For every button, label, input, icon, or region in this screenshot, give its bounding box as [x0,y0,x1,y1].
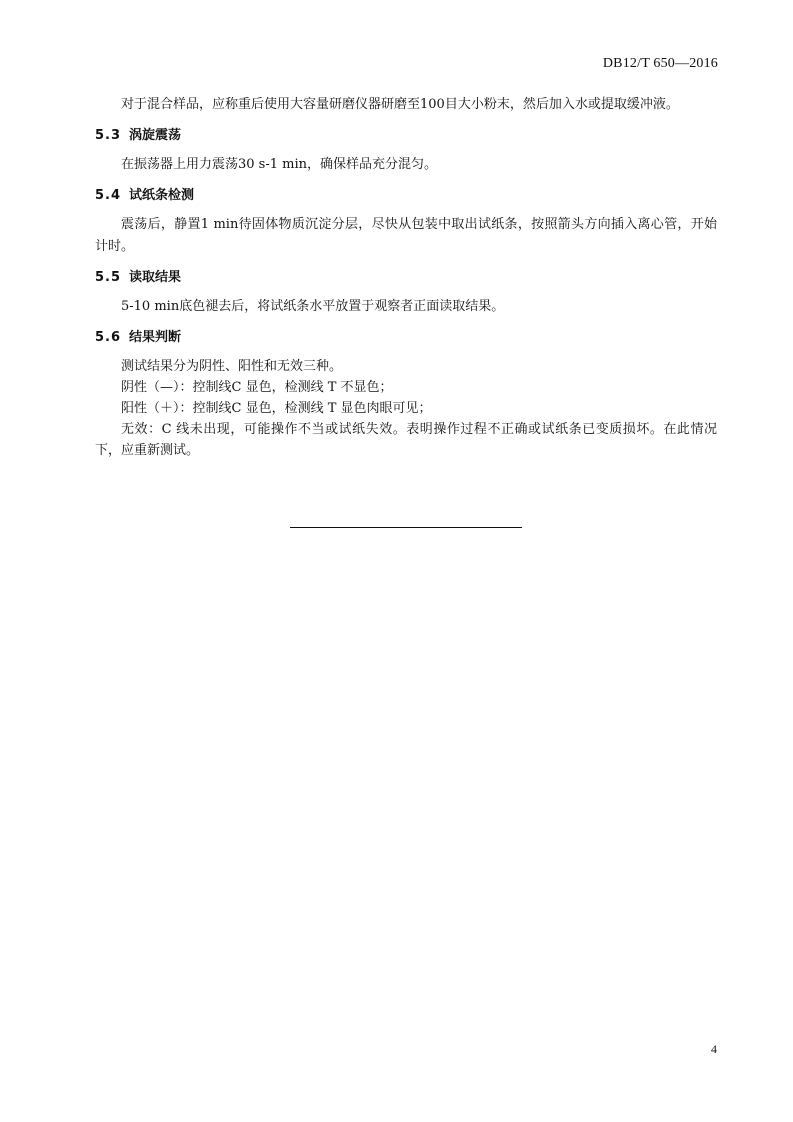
result-negative: 阴性（—）：控制线C 显色，检测线 T 不显色； [121,380,393,395]
page-number: 4 [711,1042,717,1056]
section-paragraph: 在振荡器上用力震荡30 s-1 min，确保样品充分混匀。 [121,157,437,172]
section-number: 5.5 [95,270,122,285]
section-heading-5-4 [95,186,717,206]
section-heading-5-6 [95,328,717,348]
section-title: 结果判断 [129,330,182,345]
section-paragraph: 5-10 min底色褪去后，将试纸条水平放置于观察者正面读取结果。 [121,299,505,314]
page-content [95,94,717,461]
result-summary: 测试结果分为阴性、阳性和无效三种。 [121,359,343,374]
document-code: DB12/T 650—2016 [602,56,718,71]
section-heading-5-5 [95,268,717,288]
section-title: 读取结果 [129,270,182,285]
section-heading-5-3 [95,126,717,146]
section-number: 5.4 [95,188,122,203]
result-invalid: 无效：C 线未出现，可能操作不当或试纸失效。表明操作过程不正确或试纸条已变质损坏。在此情况下，应重新测试。 [95,422,717,458]
result-positive: 阳性（＋）：控制线C 显色，检测线 T 显色肉眼可见； [121,401,432,416]
intro-paragraph: 对于混合样品，应称重后使用大容量研磨仪器研磨至100目大小粉末，然后加入水或提取缓冲液。 [121,97,679,112]
section-title: 试纸条检测 [129,188,195,203]
section-paragraph: 震荡后，静置1 min待固体物质沉淀分层，尽快从包装中取出试纸条，按照箭头方向插入离心管，开始计时。 [95,217,717,254]
end-of-document-rule [290,527,522,528]
section-number: 5.3 [95,128,122,143]
section-title: 涡旋震荡 [129,128,182,143]
section-number: 5.6 [95,330,122,345]
